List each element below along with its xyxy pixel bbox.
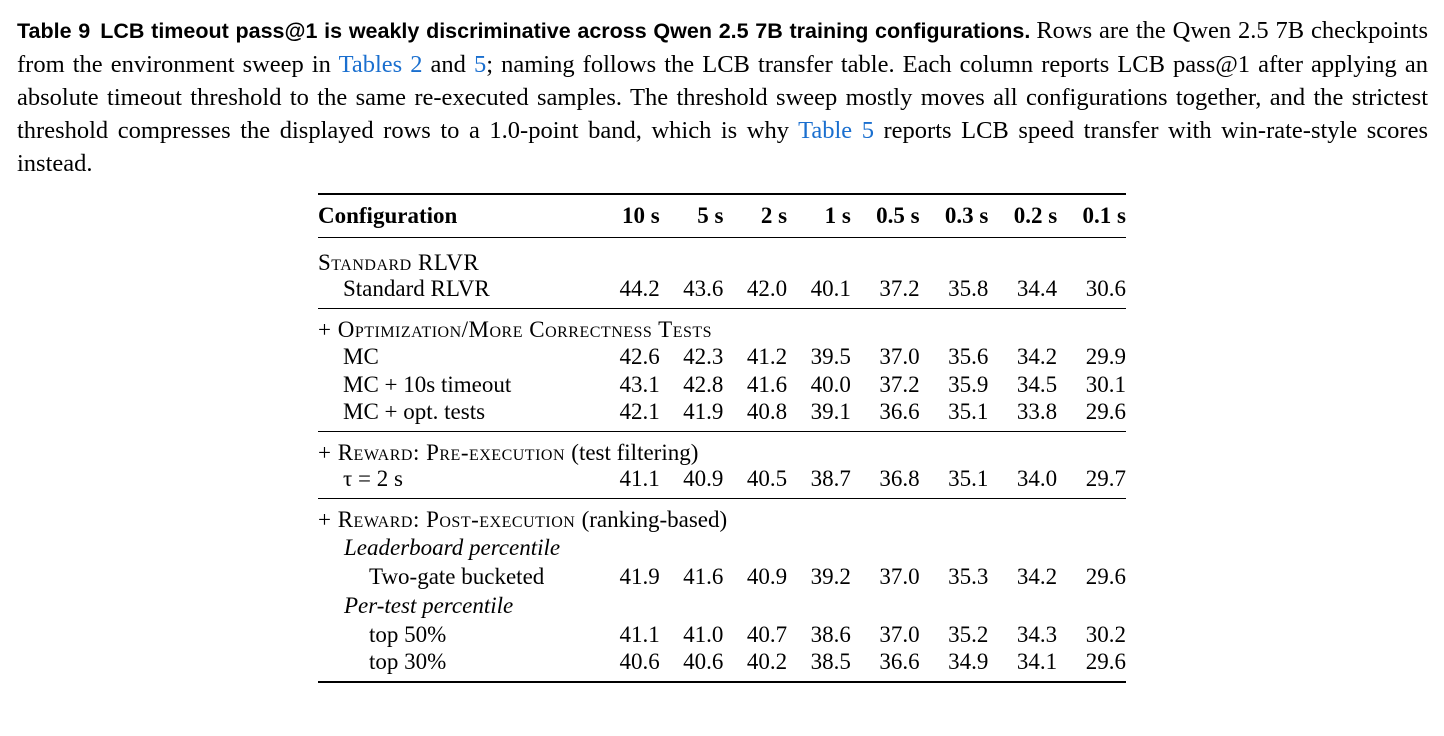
- header-10s: 10 s: [596, 194, 660, 238]
- cell: 29.6: [1057, 649, 1126, 682]
- cell: 41.0: [683, 622, 724, 647]
- section-title-suffix: (ranking-based): [581, 507, 728, 532]
- cell: 37.2: [851, 276, 920, 309]
- cell: 40.2: [723, 649, 787, 682]
- cell: 38.7: [787, 466, 851, 499]
- section-title-text: + Reward: Pre-execution: [318, 440, 566, 465]
- caption-text: Rows are the Qwen 2.5 7B checkpoints from the environment sweep in: [17, 17, 1428, 78]
- cell: 41.6: [746, 372, 788, 397]
- cell: 42.1: [596, 399, 660, 432]
- caption-label: Table 9: [17, 19, 91, 43]
- row-label: top 30%: [318, 649, 596, 682]
- cell: 30.2: [1085, 622, 1126, 647]
- cell: 29.6: [1057, 399, 1126, 432]
- header-5s: 5 s: [660, 194, 724, 238]
- cell: 41.1: [619, 622, 660, 647]
- cell: 43.1: [619, 372, 660, 397]
- caption-text: reports LCB speed transfer with win-rate-style scores instead.: [17, 117, 1428, 177]
- cell: 39.2: [810, 564, 851, 589]
- tables-2-link[interactable]: Tables 2: [338, 51, 423, 78]
- cell: 35.3: [948, 564, 989, 589]
- table-row: [318, 343, 1126, 371]
- cell: 37.0: [879, 564, 920, 589]
- cell: 40.7: [746, 622, 788, 647]
- row-label: MC: [343, 344, 379, 369]
- row-label: MC + opt. tests: [318, 399, 596, 432]
- cell: 37.2: [879, 372, 920, 397]
- cell: 40.6: [596, 649, 660, 682]
- section-header: [318, 432, 1126, 467]
- cell: 39.1: [787, 399, 851, 432]
- cell: 35.2: [948, 622, 989, 647]
- cell: 29.6: [1085, 564, 1126, 589]
- header-0.2s: 0.2 s: [988, 194, 1057, 238]
- cell: 41.9: [619, 564, 660, 589]
- cell: 34.4: [988, 276, 1057, 309]
- cell: 29.9: [1085, 344, 1126, 369]
- row-label: τ = 2 s: [318, 466, 596, 499]
- results-table: [318, 193, 1126, 683]
- subgroup-title: Per-test percentile: [344, 593, 514, 618]
- section-title: [318, 432, 1126, 467]
- cell: 36.8: [851, 466, 920, 499]
- cell: 41.1: [596, 466, 660, 499]
- cell: 44.2: [596, 276, 660, 309]
- cell: 34.3: [1016, 622, 1058, 647]
- subgroup-header: [318, 591, 1126, 621]
- cell: 29.7: [1057, 466, 1126, 499]
- section-title: + Optimization/More Correctness Tests: [318, 317, 713, 342]
- caption-text: ; naming follows the LCB transfer table. Each column reports LCB pass@1 after applying an absolute timeout threshold to the same re-executed samples. The threshold sweep mostly moves all configurations together, and the strictest threshold compresses the displayed rows to a 1.0-point band, which is why: [17, 51, 1428, 144]
- cell: 42.8: [683, 372, 724, 397]
- cell: 41.6: [683, 564, 724, 589]
- header-configuration: Configuration: [318, 194, 596, 238]
- cell: 40.0: [810, 372, 851, 397]
- header-0.3s: 0.3 s: [920, 194, 989, 238]
- cell: 35.1: [920, 466, 989, 499]
- cell: 42.0: [723, 276, 787, 309]
- table-row: [318, 371, 1126, 399]
- cell: 40.1: [787, 276, 851, 309]
- cell: 37.0: [879, 344, 920, 369]
- section-header: [318, 309, 1126, 344]
- header-row: [318, 194, 1126, 238]
- section-header: [318, 238, 1126, 277]
- cell: 37.0: [879, 622, 920, 647]
- section-title-text: + Reward: Post-execution: [318, 507, 576, 532]
- header-0.1s: 0.1 s: [1057, 194, 1126, 238]
- header-1s: 1 s: [787, 194, 851, 238]
- cell: 34.0: [988, 466, 1057, 499]
- cell: 35.1: [920, 399, 989, 432]
- subgroup-header: [318, 533, 1126, 563]
- cell: 35.6: [948, 344, 989, 369]
- table-row: [318, 466, 1126, 499]
- row-label: Standard RLVR: [318, 276, 596, 309]
- cell: 39.5: [810, 344, 851, 369]
- table-row: [318, 649, 1126, 682]
- cell: 30.1: [1085, 372, 1126, 397]
- cell: 36.6: [851, 649, 920, 682]
- table-row: [318, 276, 1126, 309]
- table-5-ref-link[interactable]: Table 5: [798, 117, 874, 144]
- table-row: [318, 621, 1126, 649]
- cell: 34.9: [920, 649, 989, 682]
- header-2s: 2 s: [723, 194, 787, 238]
- row-label: Two-gate bucketed: [369, 564, 545, 589]
- cell: 35.9: [948, 372, 989, 397]
- cell: 30.6: [1057, 276, 1126, 309]
- cell: 33.8: [988, 399, 1057, 432]
- section-title-suffix: (test filtering): [571, 440, 699, 465]
- table-row: [318, 399, 1126, 432]
- caption-title: LCB timeout pass@1 is weakly discriminative across Qwen 2.5 7B training configurations.: [100, 19, 1031, 43]
- section-header: [318, 499, 1126, 534]
- cell: 38.5: [787, 649, 851, 682]
- cell: 40.6: [660, 649, 724, 682]
- row-label: top 50%: [369, 622, 447, 647]
- section-title: [318, 499, 1126, 534]
- header-0.5s: 0.5 s: [851, 194, 920, 238]
- cell: 41.9: [660, 399, 724, 432]
- cell: 42.6: [619, 344, 660, 369]
- cell: 36.6: [851, 399, 920, 432]
- table-caption: [17, 14, 1428, 180]
- section-title: Standard RLVR: [318, 250, 480, 275]
- cell: 40.9: [660, 466, 724, 499]
- subgroup-title: Leaderboard percentile: [344, 535, 561, 560]
- cell: 42.3: [683, 344, 724, 369]
- cell: 38.6: [810, 622, 851, 647]
- cell: 40.5: [723, 466, 787, 499]
- cell: 34.2: [1016, 564, 1058, 589]
- table-5-link[interactable]: 5: [474, 51, 487, 78]
- cell: 34.5: [1016, 372, 1058, 397]
- cell: 40.9: [746, 564, 788, 589]
- row-label: MC + 10s timeout: [343, 372, 512, 397]
- cell: 40.8: [723, 399, 787, 432]
- cell: 34.1: [988, 649, 1057, 682]
- caption-text: and: [422, 51, 474, 78]
- cell: 41.2: [746, 344, 788, 369]
- table-row: [318, 563, 1126, 591]
- cell: 43.6: [660, 276, 724, 309]
- cell: 35.8: [920, 276, 989, 309]
- cell: 34.2: [1016, 344, 1058, 369]
